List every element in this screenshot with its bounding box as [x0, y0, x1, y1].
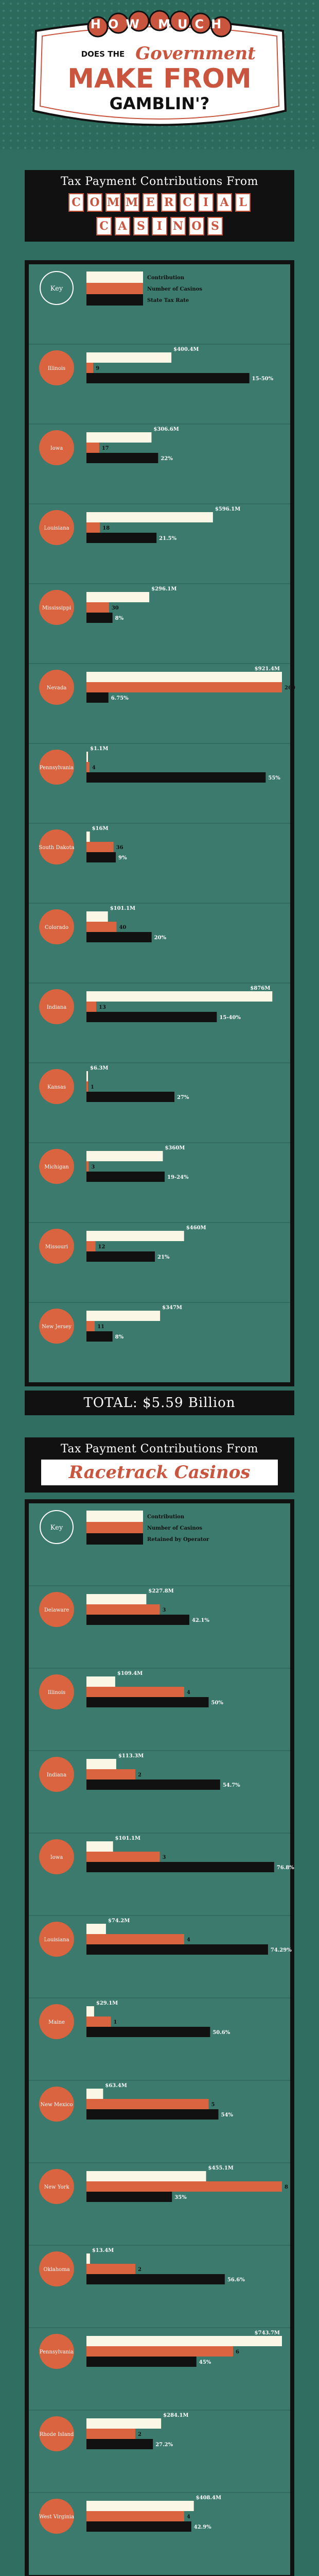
contribution-bar — [86, 991, 272, 1002]
contribution-bar — [86, 2253, 90, 2264]
casinos-label: 2 — [138, 1772, 141, 1778]
key-rate-label: State Tax Rate — [147, 298, 189, 303]
state-row — [29, 1586, 290, 1627]
state-name: Michigan — [44, 1164, 69, 1170]
casinos-bar — [86, 522, 100, 533]
state-row — [29, 504, 290, 545]
casinos-bar — [86, 1321, 95, 1331]
rate-label: 56.6% — [227, 2277, 245, 2283]
casinos-bar — [86, 1241, 96, 1251]
state-name: Iowa — [50, 1855, 63, 1860]
state-name: Missouri — [45, 1244, 68, 1250]
state-row — [29, 983, 290, 1024]
contribution-label: $74.2M — [108, 1918, 130, 1924]
key-casinos-label: Number of Casinos — [147, 286, 202, 292]
key-casinos-label: Number of Casinos — [147, 1526, 202, 1531]
key-contribution-label: Contribution — [147, 275, 185, 281]
contribution-bar — [86, 1841, 113, 1852]
rate-label: 20% — [154, 935, 167, 941]
rate-label: 8% — [115, 616, 124, 621]
casinos-tile: N — [170, 217, 186, 235]
rate-label: 50.6% — [212, 2030, 231, 2036]
contribution-bar — [86, 2336, 282, 2346]
state-name: Oklahoma — [43, 2267, 70, 2273]
casinos-label: 8 — [285, 2184, 288, 2190]
racetrack-title-line: Tax Payment Contributions From — [60, 1443, 259, 1455]
rate-label: 9% — [118, 855, 127, 861]
casinos-label: 6 — [236, 2349, 239, 2355]
contribution-label: $113.3M — [118, 1753, 144, 1759]
racetrack-script-title: Racetrack Casinos — [41, 1460, 278, 1485]
casinos-bar — [86, 682, 282, 692]
casinos-bar — [86, 1852, 160, 1862]
casinos-bar — [86, 1161, 88, 1172]
casinos-label: 30 — [111, 605, 119, 611]
state-name: Pennsylvania — [39, 2349, 74, 2355]
commercial-tile: C — [180, 193, 195, 212]
rate-bar — [86, 373, 250, 383]
header — [0, 0, 319, 149]
contribution-label: $16M — [92, 826, 109, 832]
contribution-bar — [86, 2501, 194, 2511]
contribution-bar — [86, 911, 108, 922]
state-row — [29, 903, 290, 944]
state-row — [29, 1668, 290, 1709]
contribution-bar — [86, 1924, 106, 1934]
contribution-label: $296.1M — [151, 586, 177, 592]
contribution-bar — [86, 1071, 88, 1081]
contribution-label: $306.6M — [153, 427, 179, 432]
state-row — [29, 344, 290, 385]
rate-bar — [86, 1172, 165, 1182]
casinos-bar — [86, 762, 90, 772]
casinos-bar — [86, 2264, 135, 2274]
casinos-label: 12 — [98, 1244, 105, 1250]
state-name: Maine — [48, 2020, 65, 2025]
rate-label: 22% — [161, 456, 173, 462]
casinos-tile: I — [152, 217, 167, 235]
contribution-label: $921.4M — [254, 666, 280, 672]
casinos-label: 1 — [113, 2020, 117, 2025]
casinos-tiles — [31, 217, 288, 235]
state-row — [29, 2410, 290, 2451]
rate-label: 54% — [221, 2112, 233, 2118]
casinos-bar — [86, 1687, 184, 1697]
contribution-label: $596.1M — [215, 506, 241, 512]
racetrack-chart-svg — [29, 1503, 294, 2575]
contribution-bar — [86, 2089, 103, 2099]
state-row — [29, 743, 290, 785]
casinos-label: 18 — [102, 526, 110, 531]
contribution-bar — [86, 1676, 115, 1687]
rate-label: 15-50% — [252, 376, 274, 382]
commercial-title-plate — [25, 170, 294, 242]
casinos-tile: S — [133, 217, 149, 235]
contribution-label: $1.1M — [90, 746, 109, 752]
rate-bar — [86, 2439, 153, 2449]
key-rate-label: Retained by Operator — [147, 1537, 209, 1543]
state-name: Illinois — [47, 1690, 66, 1696]
commercial-tile: R — [161, 193, 176, 212]
contribution-label: $101.1M — [110, 906, 136, 911]
casinos-label: 3 — [162, 1607, 166, 1613]
casinos-bar — [86, 2016, 111, 2027]
state-row — [29, 1916, 292, 1957]
rate-label: 27% — [177, 1095, 189, 1100]
casinos-tile: S — [207, 217, 223, 235]
rate-label: 21% — [157, 1255, 170, 1260]
state-row — [29, 1998, 290, 2039]
state-name: Louisiana — [44, 1937, 69, 1943]
rate-label: 35% — [174, 2195, 187, 2200]
rate-bar — [86, 613, 113, 623]
rate-label: 8% — [115, 1334, 124, 1340]
racetrack-title-plate — [25, 1437, 294, 1493]
casinos-label: 9 — [96, 366, 100, 371]
casinos-bar — [86, 602, 109, 613]
commercial-chart-svg — [29, 264, 295, 1382]
commercial-title-line: Tax Payment Contributions From — [60, 175, 259, 188]
casinos-bar — [86, 2429, 135, 2439]
state-row — [29, 1143, 290, 1184]
state-row — [29, 1302, 290, 1344]
state-row — [29, 2328, 290, 2369]
key-contribution-swatch — [86, 1511, 143, 1522]
key-row — [40, 272, 202, 306]
casinos-label: 17 — [101, 446, 109, 451]
rate-bar — [86, 1331, 113, 1342]
key-casinos-swatch — [86, 283, 143, 294]
casinos-bar — [86, 922, 116, 932]
header-sign — [0, 0, 319, 149]
key-row — [40, 1511, 209, 1545]
casinos-bar — [86, 363, 93, 373]
casinos-label: 4 — [187, 1690, 190, 1696]
casinos-bar — [86, 1934, 184, 1944]
rate-bar — [86, 1780, 220, 1790]
state-row — [29, 2493, 290, 2534]
key-contribution-swatch — [86, 272, 143, 283]
casinos-label: 36 — [116, 845, 123, 851]
state-name: Kansas — [47, 1084, 66, 1090]
state-name: Indiana — [46, 1005, 67, 1010]
casinos-label: 5 — [211, 2102, 215, 2108]
rate-label: 42.9% — [193, 2524, 211, 2530]
rate-bar — [86, 1862, 274, 1872]
contribution-label: $743.7M — [254, 2330, 280, 2336]
contribution-bar — [86, 2418, 161, 2429]
casinos-label: 4 — [187, 1937, 190, 1943]
casinos-label: 260 — [285, 685, 295, 691]
how-much-text: HOW MUCH — [90, 17, 229, 31]
commercial-tile: I — [198, 193, 214, 212]
rate-bar — [86, 453, 158, 463]
key-rate-swatch — [86, 1533, 143, 1545]
commercial-tile: O — [87, 193, 102, 212]
contribution-label: $408.4M — [196, 2495, 222, 2501]
contribution-bar — [86, 2171, 206, 2181]
contribution-label: $455.1M — [208, 2165, 234, 2171]
rate-label: 15-40% — [219, 1015, 241, 1021]
state-row — [29, 2245, 290, 2286]
state-name: Delaware — [44, 1607, 69, 1613]
casinos-label: 1 — [91, 1084, 94, 1090]
casinos-label: 11 — [97, 1324, 104, 1330]
rate-bar — [86, 2357, 197, 2367]
casinos-bar — [86, 2511, 184, 2521]
state-name: South Dakota — [39, 845, 75, 851]
key-label: Key — [50, 285, 63, 293]
commercial-tile: L — [235, 193, 251, 212]
casinos-bar — [86, 1002, 96, 1012]
casinos-bar — [86, 2346, 233, 2357]
state-name: Pennsylvania — [39, 765, 74, 771]
commercial-total: TOTAL: $5.59 Billion — [25, 1391, 294, 1415]
state-name: Nevada — [46, 685, 67, 691]
casinos-label: 2 — [138, 2432, 141, 2437]
casinos-label: 2 — [138, 2267, 141, 2273]
key-rate-swatch — [86, 294, 143, 306]
casinos-label: 3 — [91, 1164, 95, 1170]
commercial-tile: E — [143, 193, 158, 212]
contribution-bar — [86, 1594, 146, 1604]
rate-bar — [86, 932, 152, 942]
contribution-label: $6.3M — [90, 1065, 109, 1071]
state-row — [29, 1751, 290, 1792]
state-name: New Mexico — [40, 2102, 73, 2108]
contribution-label: $347M — [162, 1305, 183, 1311]
state-row — [29, 823, 290, 865]
state-name: New York — [44, 2184, 69, 2190]
state-row — [29, 2080, 290, 2122]
rate-bar — [86, 2274, 225, 2284]
rate-label: 45% — [199, 2360, 211, 2365]
rate-bar — [86, 533, 156, 543]
racetrack-chart — [25, 1499, 294, 2576]
casinos-label: 40 — [119, 925, 127, 930]
rate-bar — [86, 1697, 209, 1707]
rate-label: 76.8% — [276, 1865, 294, 1871]
rate-bar — [86, 692, 109, 703]
rate-bar — [86, 1251, 155, 1262]
commercial-tile: A — [217, 193, 232, 212]
casinos-tile: A — [115, 217, 130, 235]
rate-bar — [86, 772, 265, 783]
contribution-label: $29.1M — [96, 2001, 118, 2006]
casinos-bar — [86, 1081, 88, 1092]
rate-label: 54.7% — [222, 1783, 240, 1788]
state-name: Colorado — [44, 925, 69, 930]
rate-label: 74.29% — [270, 1947, 292, 1953]
casinos-label: 13 — [99, 1005, 106, 1010]
key-label: Key — [50, 1524, 63, 1532]
rate-label: 27.2% — [155, 2442, 173, 2448]
gamblin-text: GAMBLIN'? — [109, 94, 210, 113]
state-row — [29, 1833, 294, 1874]
contribution-label: $101.1M — [115, 1836, 141, 1841]
rate-bar — [86, 2521, 191, 2532]
state-row — [29, 2163, 290, 2204]
does-the-text: DOES THE — [81, 49, 125, 59]
contribution-label: $284.1M — [163, 2413, 189, 2418]
contribution-label: $360M — [165, 1145, 185, 1151]
commercial-tile: M — [105, 193, 121, 212]
contribution-bar — [86, 672, 282, 682]
contribution-bar — [86, 352, 171, 363]
contribution-bar — [86, 832, 90, 842]
casinos-label: 3 — [162, 1855, 166, 1860]
rate-bar — [86, 1615, 189, 1625]
contribution-label: $13.4M — [92, 2248, 114, 2253]
casinos-bar — [86, 842, 114, 852]
state-name: Mississippi — [42, 605, 72, 611]
contribution-bar — [86, 1759, 116, 1769]
rate-bar — [86, 1092, 174, 1102]
casinos-tile: O — [189, 217, 204, 235]
commercial-tiles — [31, 193, 288, 212]
rate-label: 55% — [268, 775, 280, 781]
commercial-tile: C — [68, 193, 84, 212]
state-row — [29, 1063, 290, 1104]
rate-label: 6.75% — [111, 696, 129, 701]
rate-label: 50% — [211, 1700, 223, 1706]
casinos-bar — [86, 2181, 282, 2192]
state-name: West Virginia — [39, 2514, 74, 2520]
contribution-label: $876M — [250, 986, 271, 991]
contribution-label: $63.4M — [105, 2083, 127, 2089]
state-row — [29, 664, 295, 705]
contribution-bar — [86, 752, 88, 762]
rate-bar — [86, 2027, 210, 2037]
casinos-bar — [86, 2099, 209, 2109]
contribution-label: $400.4M — [173, 347, 199, 352]
state-name: Iowa — [50, 446, 63, 451]
casinos-bar — [86, 443, 99, 453]
state-name: Indiana — [46, 1772, 67, 1778]
casinos-bar — [86, 1769, 135, 1780]
key-casinos-swatch — [86, 1522, 143, 1533]
rate-bar — [86, 1944, 268, 1955]
contribution-bar — [86, 432, 151, 443]
rate-bar — [86, 2192, 172, 2202]
contribution-bar — [86, 2006, 94, 2016]
commercial-chart — [25, 260, 294, 1386]
state-name: Louisiana — [44, 526, 69, 531]
rate-label: 42.1% — [191, 1618, 209, 1623]
contribution-bar — [86, 1231, 184, 1241]
contribution-bar — [86, 592, 149, 602]
rate-bar — [86, 852, 116, 862]
government-text: Government — [135, 43, 256, 64]
state-row — [29, 424, 290, 465]
casinos-bar — [86, 1604, 160, 1615]
contribution-label: $227.8M — [148, 1588, 174, 1594]
key-contribution-label: Contribution — [147, 1514, 185, 1520]
contribution-bar — [86, 1311, 160, 1321]
rate-label: 19-24% — [167, 1175, 189, 1180]
contribution-label: $109.4M — [117, 1671, 143, 1676]
casinos-tile: C — [96, 217, 112, 235]
contribution-bar — [86, 1151, 163, 1161]
rate-label: 21.5% — [159, 536, 177, 541]
casinos-label: 4 — [187, 2514, 190, 2520]
state-name: Rhode Island — [39, 2432, 74, 2437]
state-row — [29, 584, 290, 625]
state-row — [29, 1223, 290, 1264]
commercial-tile: M — [124, 193, 139, 212]
rate-bar — [86, 2109, 219, 2120]
rate-bar — [86, 1012, 217, 1022]
casinos-label: 4 — [92, 765, 96, 771]
contribution-label: $460M — [186, 1225, 206, 1231]
state-name: Illinois — [47, 366, 66, 371]
state-name: New Jersey — [42, 1324, 72, 1330]
make-from-text: MAKE FROM — [67, 63, 252, 94]
contribution-bar — [86, 512, 213, 522]
